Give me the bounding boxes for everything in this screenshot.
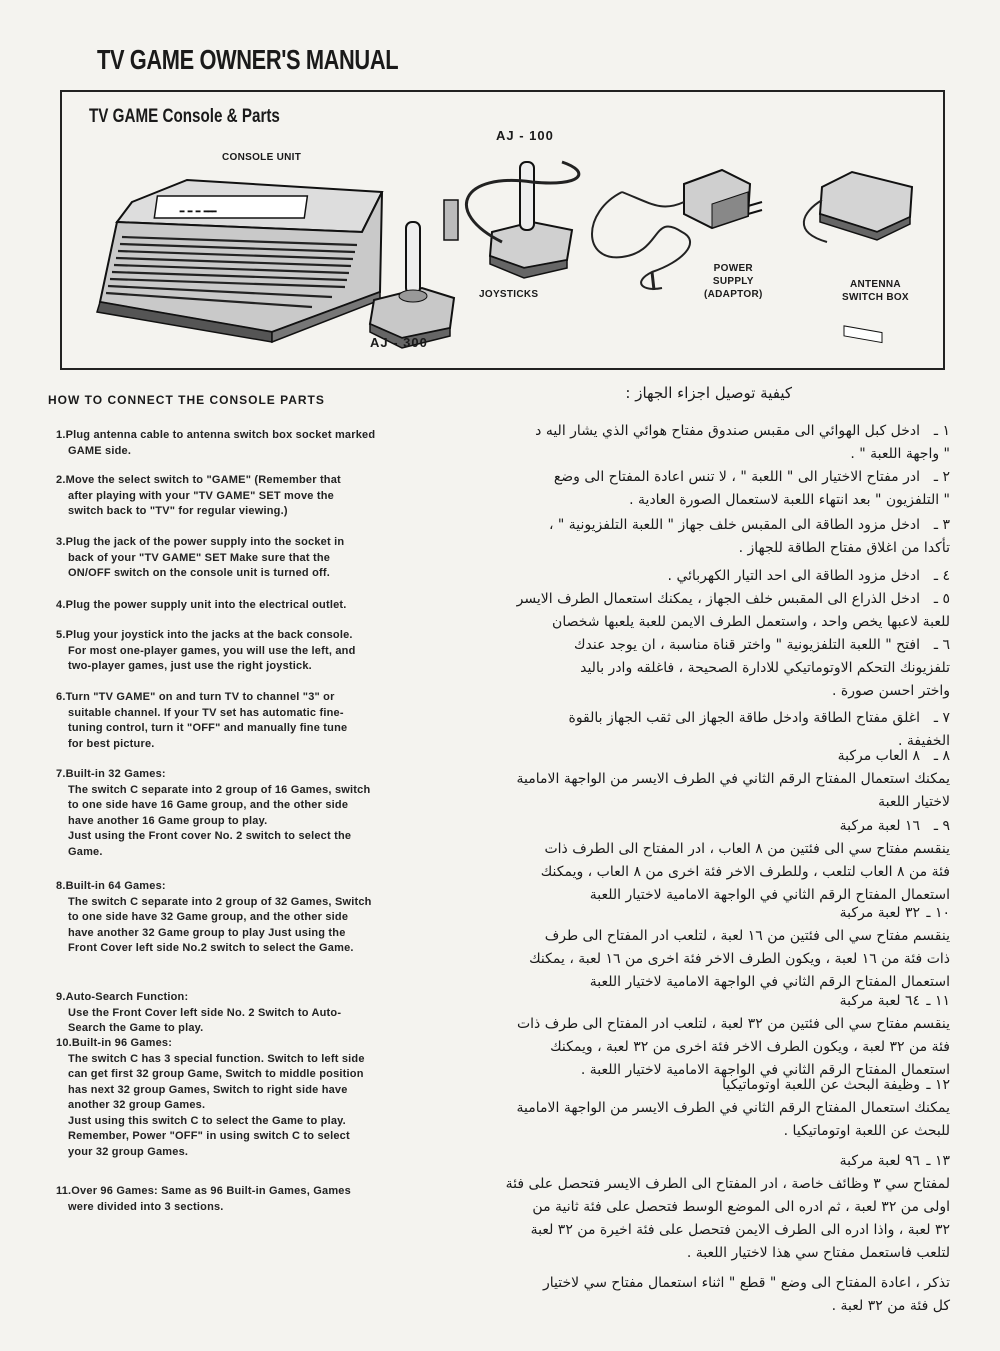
step-text-first-line <box>56 990 408 1006</box>
arabic-remember-note <box>425 1272 950 1318</box>
step-text: Over 96 Games: Same as 96 Built-in Games, Games <box>71 1185 351 1197</box>
arabic-step-line: اولى من ٣٢ لعبة ، ثم ادره الى الموضع الوسط فتحصل على فئة ثانية من <box>532 1199 950 1215</box>
step-number: 5. <box>56 629 66 641</box>
arabic-step-number: ٥ ـ <box>933 591 950 607</box>
step-text-line: Game. <box>68 845 103 858</box>
aj300-label: AJ - 300 <box>370 335 428 350</box>
connect-step <box>56 879 408 957</box>
arabic-step-line <box>425 815 950 838</box>
step-text-first-line <box>56 473 408 489</box>
step-number: 1. <box>56 429 66 441</box>
arabic-step <box>425 1150 950 1265</box>
arabic-step-text: وظيفة البحث عن اللعبة اوتوماتيكيا <box>722 1077 920 1093</box>
step-number: 9. <box>56 991 66 1003</box>
connect-step <box>56 535 408 582</box>
step-text-line: tuning control, turn it "OFF" and manually fine tune <box>68 722 348 734</box>
step-text-first-line <box>56 535 408 551</box>
console-parts-panel <box>60 90 945 370</box>
step-text-line: Use the Front Cover left side No. 2 Switch to Auto- <box>68 1006 342 1019</box>
step-text: Plug antenna cable to antenna switch box socket marked <box>65 429 376 441</box>
arabic-step-line: فئة من ٨ العاب لتلعب ، وللطرف الاخر فئة اخرى من ٨ العاب ، ويمكنك <box>540 864 950 880</box>
arabic-step-line <box>425 514 950 537</box>
arabic-step-number: ٧ ـ <box>933 710 950 726</box>
arabic-step-number: ١١ ـ <box>926 993 950 1009</box>
step-text-line: ON/OFF switch on the console unit is turned off. <box>68 567 330 579</box>
arabic-heading: كيفية توصيل اجزاء الجهاز : <box>625 384 792 402</box>
arabic-step-number: ١ ـ <box>933 423 950 439</box>
connect-step <box>56 598 408 614</box>
arabic-step-line: استعمال المفتاح الرقم الثاني في الواجهة الامامية لاختيار اللعبة <box>589 974 950 990</box>
arabic-step-text: ادخل مزود الطاقة الى المقبس خلف جهاز " اللعبة التلفزيونية " ، <box>548 517 920 533</box>
arabic-step-line <box>425 990 950 1013</box>
step-text-line: have another 32 Game group to play Just using the <box>68 926 346 939</box>
arabic-step-number: ١٢ ـ <box>926 1077 950 1093</box>
connect-step <box>56 473 408 520</box>
arabic-step <box>425 815 950 907</box>
step-text-line: after playing with your "TV GAME" SET move the <box>68 489 334 502</box>
arabic-step-text: ٣٢ لعبة مركبة <box>839 905 920 921</box>
step-text-first-line <box>56 628 408 644</box>
console-unit-label: CONSOLE UNIT <box>222 152 302 163</box>
step-text: Turn "TV GAME" on and turn TV to channel "3" or <box>65 691 335 703</box>
step-text-line: to one side have 16 Game group, and the other side <box>68 799 349 811</box>
arabic-step-text: اغلق مفتاح الطاقة وادخل طاقة الجهاز الى ثقب الجهاز بالقوة <box>568 710 920 726</box>
arabic-step-line: تلفزيونك التحكم الاوتوماتيكي للادارة الصحيحة ، فاغلقه وادر باليد <box>580 660 950 676</box>
arabic-step-text: ١٦ لعبة مركبة <box>839 818 920 834</box>
aj100-label: AJ - 100 <box>496 128 554 143</box>
arabic-step-line: تأكدا من اغلاق مفتاح الطاقة للجهاز . <box>738 540 950 556</box>
arabic-step-text: ادر مفتاح الاختيار الى " اللعبة " ، لا تنس اعادة المفتاح الى وضع <box>553 469 920 485</box>
arabic-step-line <box>425 745 950 768</box>
arabic-step <box>425 588 950 634</box>
step-text: Plug your joystick into the jacks at the back console. <box>65 629 353 641</box>
arabic-step-line: للبحث عن اللعبة اوتوماتيكيا . <box>783 1123 950 1139</box>
arabic-step-line <box>425 466 950 489</box>
arabic-step-line: ٣٢ لعبة ، واذا ادره الى الطرف الايمن فتحصل على فئة اخيرة من ٣٢ لعبة <box>530 1222 950 1238</box>
arabic-step-line <box>425 588 950 611</box>
connect-step <box>56 690 408 752</box>
arabic-step-line: فئة من ٣٢ لعبة ، ويكون الطرف الاخر فئة اخرى من ٣٢ لعبة ، ويمكنك <box>550 1039 950 1055</box>
step-text-line: suitable channel. If your TV set has automatic fine- <box>68 706 344 719</box>
arabic-note-line: تذكر ، اعادة المفتاح الى وضع " قطع " اثناء استعمال مفتاح سي لاختيار <box>543 1275 950 1291</box>
aj100-joystick-image <box>444 162 579 278</box>
arabic-step-line <box>425 634 950 657</box>
step-text-line: another 32 group Games. <box>68 1099 206 1111</box>
arabic-step-line: " التلفزيون " بعد انتهاء اللعبة لاستعمال الصورة العادية . <box>629 492 950 508</box>
arabic-step <box>425 990 950 1082</box>
arabic-step-line <box>425 1150 950 1173</box>
connect-step <box>56 767 408 860</box>
step-text-first-line <box>56 879 408 895</box>
step-text-line: Front Cover left side No.2 switch to select the Game. <box>68 942 354 954</box>
joysticks-label: JOYSTICKS <box>479 289 539 300</box>
step-number: 11. <box>56 1185 72 1197</box>
arabic-step <box>425 420 950 466</box>
step-text-first-line <box>56 767 408 783</box>
arabic-step <box>425 514 950 560</box>
step-text-line: can get first 32 group Game, Switch to middle position <box>68 1068 364 1080</box>
arabic-note-line: كل فئة من ٣٢ لعبة . <box>831 1298 950 1314</box>
arabic-step-number: ٤ ـ <box>933 568 950 584</box>
step-text-line: have another 16 Game group to play. <box>68 814 268 827</box>
antenna-switch-label: ANTENNA SWITCH BOX <box>842 279 909 303</box>
arabic-step <box>425 634 950 703</box>
step-text-line: were divided into 3 sections. <box>68 1200 224 1213</box>
connect-step <box>56 990 408 1037</box>
arabic-step-line: لاختيار اللعبة <box>878 794 950 810</box>
step-text: Plug the power supply unit into the electrical outlet. <box>65 599 347 611</box>
arabic-step <box>425 1074 950 1143</box>
arabic-step <box>425 745 950 814</box>
step-text-line: Just using the Front cover No. 2 switch to select the <box>68 830 352 842</box>
step-text-line: The switch C has 3 special function. Switch to left side <box>68 1052 365 1065</box>
document-title: TV GAME OWNER'S MANUAL <box>97 44 399 75</box>
step-number: 4. <box>56 599 66 611</box>
arabic-step-line <box>425 1074 950 1097</box>
parts-heading: TV GAME Console & Parts <box>89 106 280 127</box>
arabic-step-line: الخفيفة . <box>898 733 950 749</box>
step-text-line: two-player games, just use the right joystick. <box>68 660 312 672</box>
connect-step <box>56 1036 408 1160</box>
arabic-step-number: ٨ ـ <box>933 748 950 764</box>
step-text-line: The switch C separate into 2 group of 16 Games, switch <box>68 783 371 796</box>
arabic-step-text: ٩٦ لعبة مركبة <box>839 1153 920 1169</box>
arabic-step-line: ذات فئة من ١٦ لعبة ، ويكون الطرف الاخر فئة اخرى من ١٦ لعبة ، يمكنك <box>529 951 950 967</box>
step-text-line: for best picture. <box>68 737 155 750</box>
step-number: 2. <box>56 474 66 486</box>
arabic-step-text: ادخل الذراع الى المقبس خلف الجهاز ، يمكنك استعمال الطرف الايسر <box>516 591 920 607</box>
step-text: Plug the jack of the power supply into the socket in <box>65 536 345 548</box>
arabic-step-text: ٦٤ لعبة مركبة <box>839 993 920 1009</box>
step-number: 10. <box>56 1037 72 1049</box>
arabic-step-line: ينقسم مفتاح سي الى فئتين من ٣٢ لعبة ، لتلعب ادر المفتاح الى طرف ذات <box>516 1016 950 1032</box>
arabic-step-text: ادخل مزود الطاقة الى احد التيار الكهربائي . <box>667 568 920 584</box>
aj300-joystick-image <box>370 222 454 348</box>
power-supply-label: POWER SUPPLY (ADAPTOR) <box>704 263 763 300</box>
arabic-step-line: واختر احسن صورة . <box>832 683 950 699</box>
arabic-step-line: " واجهة اللعبة " . <box>850 446 950 462</box>
arabic-step-line <box>425 565 950 588</box>
arabic-step-line: ينقسم مفتاح سي الى فئتين من ٨ العاب ، ادر المفتاح الى الطرف ذات <box>544 841 950 857</box>
arabic-step-number: ١٣ ـ <box>926 1153 950 1169</box>
step-text-line: The switch C separate into 2 group of 32 Games, Switch <box>68 895 372 908</box>
step-number: 7. <box>56 768 66 780</box>
arabic-step-line: ينقسم مفتاح سي الى فئتين من ١٦ لعبة ، لتلعب ادر المفتاح الى طرف <box>544 928 950 944</box>
connect-step <box>56 628 408 675</box>
console-unit-image <box>97 180 382 342</box>
arabic-step-number: ٢ ـ <box>933 469 950 485</box>
step-text-first-line <box>56 1184 408 1200</box>
step-text-line: Just using this switch C to select the Game to play. <box>68 1114 346 1127</box>
arabic-step-number: ٦ ـ <box>933 637 950 653</box>
arabic-step-text: ادخل كبل الهوائي الى مقبس صندوق مفتاح هوائي الذي يشار اليه د <box>535 423 920 439</box>
step-text: Built-in 64 Games: <box>65 880 166 892</box>
step-text-line: GAME side. <box>68 444 132 457</box>
arabic-step-number: ٣ ـ <box>933 517 950 533</box>
arabic-step-line: لمفتاح سي ٣ وظائف خاصة ، ادر المفتاح الى الطرف الايسر فتحصل على فئة <box>505 1176 950 1192</box>
step-text-line: Remember, Power "OFF" in using switch C to select <box>68 1130 350 1142</box>
arabic-step-line <box>425 707 950 730</box>
step-text-line: back of your "TV GAME" SET Make sure that the <box>68 551 331 564</box>
step-text-line: has next 32 group Games, Switch to right side have <box>68 1083 348 1096</box>
arabic-step-line: لتلعب فاستعمل مفتاح سي هذا لاختيار اللعبة . <box>686 1245 950 1261</box>
antenna-switch-box-image <box>804 172 912 343</box>
step-text-line: to one side have 32 Game group, and the other side <box>68 911 349 923</box>
step-number: 8. <box>56 880 66 892</box>
step-text-line: For most one-player games, you will use the left, and <box>68 644 356 657</box>
step-number: 3. <box>56 536 66 548</box>
step-text-line: Search the Game to play. <box>68 1022 204 1034</box>
svg-text:ـــ ـ ـ ـ: ـــ ـ ـ ـ <box>180 199 217 215</box>
arabic-step-line: استعمال المفتاح الرقم الثاني في الواجهة الامامية لاختيار اللعبة <box>589 887 950 903</box>
arabic-step <box>425 902 950 994</box>
arabic-step-number: ٩ ـ <box>933 818 950 834</box>
step-text: Built-in 96 Games: <box>71 1037 173 1049</box>
step-text-first-line <box>56 428 408 444</box>
arabic-step <box>425 466 950 512</box>
step-text-first-line <box>56 1036 408 1052</box>
step-text-line: switch back to "TV" for regular viewing.) <box>68 505 288 517</box>
arabic-step-text: افتح " اللعبة التلفزيونية " واختر قناة مناسبة ، ان يوجد عندك <box>573 637 920 653</box>
arabic-step <box>425 565 950 588</box>
arabic-step-line: للعبة لاعبها يخص واحد ، واستعمل الطرف الايمن للعبة يلعبها شخصان <box>552 614 950 630</box>
step-text-first-line <box>56 598 408 614</box>
step-text-first-line <box>56 690 408 706</box>
connect-step <box>56 428 408 459</box>
arabic-step-number: ١٠ ـ <box>926 905 950 921</box>
arabic-step-line <box>425 420 950 443</box>
arabic-step-line <box>425 902 950 925</box>
arabic-step-line: يمكنك استعمال المفتاح الرقم الثاني في الطرف الايسر من الواجهة الامامية <box>516 771 950 787</box>
connect-step <box>56 1184 408 1215</box>
arabic-step-text: ٨ العاب مركبة <box>837 748 920 764</box>
step-text-line: your 32 group Games. <box>68 1145 189 1158</box>
step-number: 6. <box>56 691 66 703</box>
arabic-step-line: استعمال المفتاح الرقم الثاني في الواجهة الامامية لاختيار اللعبة . <box>580 1062 950 1078</box>
step-text: Built-in 32 Games: <box>65 768 166 780</box>
step-text: Move the select switch to "GAME" (Remember that <box>65 474 341 486</box>
arabic-step-line: يمكنك استعمال المفتاح الرقم الثاني في الطرف الايسر من الواجهة الامامية <box>516 1100 950 1116</box>
step-text: Auto-Search Function: <box>65 991 189 1003</box>
connect-heading: HOW TO CONNECT THE CONSOLE PARTS <box>48 393 325 407</box>
